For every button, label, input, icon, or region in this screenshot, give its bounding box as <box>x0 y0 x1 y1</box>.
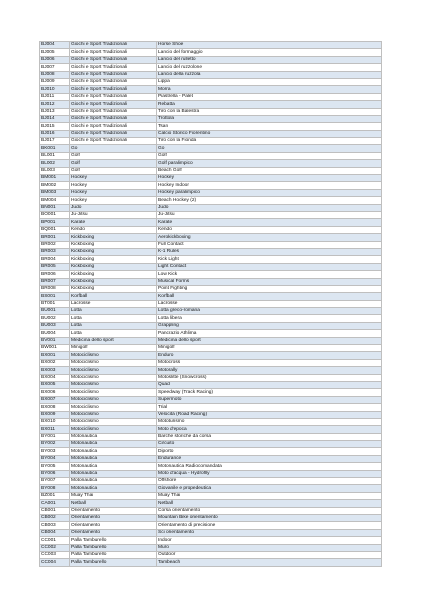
federation-cell: Palla Tamburello <box>70 544 157 551</box>
code-cell: CB001 <box>40 507 70 514</box>
table-row <box>40 359 382 366</box>
code-cell: BX008 <box>40 404 70 411</box>
table-row <box>40 455 382 462</box>
federation-cell: Motociclismo <box>70 404 157 411</box>
code-cell: BO001 <box>40 211 70 218</box>
code-cell: BJ007 <box>40 64 70 71</box>
discipline-cell: Hockey paralimpico <box>157 189 382 196</box>
code-cell: BY006 <box>40 470 70 477</box>
discipline-cell: Grappling <box>157 322 382 329</box>
code-cell: BL002 <box>40 160 70 167</box>
table-row <box>40 115 382 122</box>
federation-cell: Kickboxing <box>70 278 157 285</box>
code-cell: BY001 <box>40 433 70 440</box>
table-row <box>40 522 382 529</box>
discipline-cell: Medicina dello sport <box>157 337 382 344</box>
table-row <box>40 71 382 78</box>
code-cell: BX002 <box>40 359 70 366</box>
code-cell: BL003 <box>40 167 70 174</box>
code-cell: CB003 <box>40 522 70 529</box>
discipline-cell: Light Contact <box>157 263 382 270</box>
table-row <box>40 352 382 359</box>
code-cell: BY003 <box>40 448 70 455</box>
federation-cell: Hockey <box>70 175 157 182</box>
discipline-cell: Kendo <box>157 226 382 233</box>
federation-cell: Giochi e Sport Tradizionali <box>70 86 157 93</box>
table-row <box>40 241 382 248</box>
federation-cell: Orientamento <box>70 515 157 522</box>
table-row <box>40 101 382 108</box>
federation-cell: Motonautica <box>70 448 157 455</box>
discipline-cell: Golf paralimpico <box>157 160 382 167</box>
federation-cell: Kickboxing <box>70 271 157 278</box>
discipline-cell: Go <box>157 145 382 152</box>
federation-cell: Minigolf <box>70 345 157 352</box>
discipline-cell: Motorally <box>157 367 382 374</box>
discipline-cell: Tambeach <box>157 559 382 566</box>
discipline-cell: Lotta greco-romana <box>157 308 382 315</box>
federation-cell: Hockey <box>70 197 157 204</box>
table-row <box>40 529 382 536</box>
table-row <box>40 42 382 49</box>
discipline-cell: Calcio Storico Fiorentino <box>157 130 382 137</box>
discipline-cell: Corsa orientamento <box>157 507 382 514</box>
discipline-cell: Morra <box>157 86 382 93</box>
code-cell: BJ009 <box>40 78 70 85</box>
code-cell: BP001 <box>40 219 70 226</box>
code-cell: BM004 <box>40 197 70 204</box>
sport-codes-table <box>39 41 382 567</box>
code-cell: BJ016 <box>40 130 70 137</box>
discipline-cell: Lancio del ruzzolone <box>157 64 382 71</box>
table-row <box>40 189 382 196</box>
federation-cell: Motonautica <box>70 470 157 477</box>
discipline-cell: Mototurismo <box>157 418 382 425</box>
code-cell: BR007 <box>40 278 70 285</box>
federation-cell: Motonautica <box>70 441 157 448</box>
code-cell: BJ014 <box>40 115 70 122</box>
code-cell: BM002 <box>40 182 70 189</box>
table-row <box>40 86 382 93</box>
table-row <box>40 219 382 226</box>
table-row <box>40 396 382 403</box>
code-cell: BW001 <box>40 345 70 352</box>
discipline-cell: Lotta libera <box>157 315 382 322</box>
discipline-cell: Judo <box>157 204 382 211</box>
code-cell: BJ013 <box>40 108 70 115</box>
table-row <box>40 78 382 85</box>
federation-cell: Golf <box>70 160 157 167</box>
table-row <box>40 197 382 204</box>
federation-cell: Motonautica <box>70 485 157 492</box>
table-row <box>40 167 382 174</box>
code-cell: BM001 <box>40 175 70 182</box>
discipline-cell: Beach Golf <box>157 167 382 174</box>
table-row <box>40 381 382 388</box>
federation-cell: Giochi e Sport Tradizionali <box>70 101 157 108</box>
table-row <box>40 123 382 130</box>
federation-cell: Palla Tamburello <box>70 537 157 544</box>
code-cell: BJ004 <box>40 42 70 49</box>
discipline-cell: Mountain Bike orientamento <box>157 515 382 522</box>
federation-cell: Kickboxing <box>70 248 157 255</box>
code-cell: BT001 <box>40 300 70 307</box>
table-row <box>40 500 382 507</box>
code-cell: BX004 <box>40 374 70 381</box>
code-cell: BJ005 <box>40 49 70 56</box>
federation-cell: Motociclismo <box>70 426 157 433</box>
federation-cell: Giochi e Sport Tradizionali <box>70 138 157 145</box>
table-row <box>40 485 382 492</box>
discipline-cell: Orientamento di precisione <box>157 522 382 529</box>
table-row <box>40 330 382 337</box>
table-row <box>40 108 382 115</box>
discipline-cell: Hockey Indoor <box>157 182 382 189</box>
federation-cell: Hockey <box>70 189 157 196</box>
federation-cell: Giochi e Sport Tradizionali <box>70 49 157 56</box>
code-cell: BJ017 <box>40 138 70 145</box>
federation-cell: Giochi e Sport Tradizionali <box>70 123 157 130</box>
code-cell: BN001 <box>40 204 70 211</box>
discipline-cell: Hockey <box>157 175 382 182</box>
code-cell: BJ010 <box>40 86 70 93</box>
table-row <box>40 248 382 255</box>
federation-cell: Giochi e Sport Tradizionali <box>70 42 157 49</box>
table-row <box>40 152 382 159</box>
code-cell: CC001 <box>40 537 70 544</box>
discipline-cell: Velocità (Road Racing) <box>157 411 382 418</box>
discipline-cell: Tiro con la Balestra <box>157 108 382 115</box>
federation-cell: Kickboxing <box>70 263 157 270</box>
federation-cell: Motonautica <box>70 455 157 462</box>
federation-cell: Kickboxing <box>70 241 157 248</box>
code-cell: BX006 <box>40 389 70 396</box>
table-row <box>40 308 382 315</box>
discipline-cell: Tiro con la Fionda <box>157 138 382 145</box>
federation-cell: Kendo <box>70 226 157 233</box>
code-cell: CC003 <box>40 551 70 558</box>
code-cell: BU001 <box>40 308 70 315</box>
table-row <box>40 537 382 544</box>
federation-cell: Palla Tamburello <box>70 551 157 558</box>
table-row <box>40 345 382 352</box>
discipline-cell: Motonautica Radiocomandata <box>157 463 382 470</box>
table-row <box>40 544 382 551</box>
code-cell: BJ006 <box>40 56 70 63</box>
code-cell: BY005 <box>40 463 70 470</box>
code-cell: BK001 <box>40 145 70 152</box>
table-row <box>40 211 382 218</box>
code-cell: BY004 <box>40 455 70 462</box>
federation-cell: Motociclismo <box>70 352 157 359</box>
federation-cell: Motociclismo <box>70 359 157 366</box>
table-row <box>40 300 382 307</box>
federation-cell: Motociclismo <box>70 389 157 396</box>
code-cell: BR006 <box>40 271 70 278</box>
federation-cell: Hockey <box>70 182 157 189</box>
discipline-cell: Moto d'acqua - Hydroflly <box>157 470 382 477</box>
table-row <box>40 256 382 263</box>
discipline-cell: Lacrosse <box>157 300 382 307</box>
discipline-cell: Circuito <box>157 441 382 448</box>
table-row <box>40 145 382 152</box>
federation-cell: Giochi e Sport Tradizionali <box>70 56 157 63</box>
discipline-cell: Diporto <box>157 448 382 455</box>
table-row <box>40 271 382 278</box>
code-cell: BX011 <box>40 426 70 433</box>
discipline-cell: K-1 Rules <box>157 248 382 255</box>
federation-cell: Motociclismo <box>70 396 157 403</box>
code-cell: BQ001 <box>40 226 70 233</box>
discipline-cell: Speedway (Track Racing) <box>157 389 382 396</box>
code-cell: BX010 <box>40 418 70 425</box>
table-row <box>40 138 382 145</box>
discipline-cell: Sci orientamento <box>157 529 382 536</box>
code-cell: BU003 <box>40 322 70 329</box>
table-row <box>40 263 382 270</box>
discipline-cell: Giovanile e propedeutica <box>157 485 382 492</box>
table-row <box>40 322 382 329</box>
discipline-cell: Muay Thai <box>157 492 382 499</box>
table-row <box>40 426 382 433</box>
code-cell: BZ001 <box>40 492 70 499</box>
code-cell: BR008 <box>40 285 70 292</box>
discipline-cell: Endurance <box>157 455 382 462</box>
discipline-cell: Aerokickboxing <box>157 234 382 241</box>
discipline-cell: Kick Light <box>157 256 382 263</box>
table-row <box>40 64 382 71</box>
federation-cell: Giochi e Sport Tradizionali <box>70 78 157 85</box>
discipline-cell: Lancio della ruzzola <box>157 71 382 78</box>
federation-cell: Motociclismo <box>70 367 157 374</box>
table-row <box>40 374 382 381</box>
federation-cell: Ju-Jitsu <box>70 211 157 218</box>
table-row <box>40 404 382 411</box>
table-row <box>40 130 382 137</box>
table-row <box>40 507 382 514</box>
discipline-cell: Netball <box>157 500 382 507</box>
discipline-cell: Supermoto <box>157 396 382 403</box>
table-row <box>40 559 382 566</box>
table-row <box>40 463 382 470</box>
discipline-cell: Piastrella - Palet <box>157 93 382 100</box>
code-cell: BX009 <box>40 411 70 418</box>
code-cell: BY002 <box>40 441 70 448</box>
federation-cell: Orientamento <box>70 529 157 536</box>
code-cell: BM003 <box>40 189 70 196</box>
discipline-cell: Minigolf <box>157 345 382 352</box>
code-cell: BY008 <box>40 485 70 492</box>
federation-cell: Motociclismo <box>70 374 157 381</box>
code-cell: BR001 <box>40 234 70 241</box>
table-row <box>40 234 382 241</box>
discipline-cell: Motocross <box>157 359 382 366</box>
federation-cell: Palla Tamburello <box>70 559 157 566</box>
federation-cell: Golf <box>70 167 157 174</box>
discipline-cell: Low Kick <box>157 271 382 278</box>
table-row <box>40 182 382 189</box>
table-row <box>40 93 382 100</box>
table-row <box>40 411 382 418</box>
discipline-cell: Point Fighting <box>157 285 382 292</box>
code-cell: BJ015 <box>40 123 70 130</box>
discipline-cell: Ju-Jitsu <box>157 211 382 218</box>
code-cell: BJ012 <box>40 101 70 108</box>
federation-cell: Orientamento <box>70 522 157 529</box>
discipline-cell: Beach Hockey (2) <box>157 197 382 204</box>
federation-cell: Kickboxing <box>70 256 157 263</box>
discipline-cell: Enduro <box>157 352 382 359</box>
discipline-cell: Musical Forms <box>157 278 382 285</box>
code-cell: BR005 <box>40 263 70 270</box>
federation-cell: Giochi e Sport Tradizionali <box>70 115 157 122</box>
federation-cell: Giochi e Sport Tradizionali <box>70 108 157 115</box>
discipline-cell: Lippa <box>157 78 382 85</box>
table-row <box>40 204 382 211</box>
discipline-cell: Muro <box>157 544 382 551</box>
code-cell: BR003 <box>40 248 70 255</box>
code-cell: BJ008 <box>40 71 70 78</box>
table-row <box>40 285 382 292</box>
federation-cell: Judo <box>70 204 157 211</box>
federation-cell: Korfball <box>70 293 157 300</box>
discipline-cell: Indoor <box>157 537 382 544</box>
table-row <box>40 175 382 182</box>
code-cell: BX005 <box>40 381 70 388</box>
discipline-cell: Lancio del rulletto <box>157 56 382 63</box>
discipline-cell: Quad <box>157 381 382 388</box>
discipline-cell: Rebatta <box>157 101 382 108</box>
federation-cell: Lotta <box>70 308 157 315</box>
federation-cell: Motonautica <box>70 478 157 485</box>
federation-cell: Go <box>70 145 157 152</box>
code-cell: BV001 <box>40 337 70 344</box>
federation-cell: Giochi e Sport Tradizionali <box>70 130 157 137</box>
federation-cell: Giochi e Sport Tradizionali <box>70 64 157 71</box>
discipline-cell: Pancrazio Athlima <box>157 330 382 337</box>
table-row <box>40 278 382 285</box>
discipline-cell: Motoslitte (Snowcross) <box>157 374 382 381</box>
code-cell: BL001 <box>40 152 70 159</box>
code-cell: BR004 <box>40 256 70 263</box>
code-cell: CB002 <box>40 515 70 522</box>
federation-cell: Lotta <box>70 315 157 322</box>
table-row <box>40 293 382 300</box>
table-row <box>40 441 382 448</box>
federation-cell: Motociclismo <box>70 411 157 418</box>
code-cell: BJ011 <box>40 93 70 100</box>
code-cell: CA001 <box>40 500 70 507</box>
discipline-cell: Horse Shoe <box>157 42 382 49</box>
code-cell: CC004 <box>40 559 70 566</box>
table-row <box>40 515 382 522</box>
table-row <box>40 492 382 499</box>
federation-cell: Lotta <box>70 322 157 329</box>
table-row <box>40 389 382 396</box>
federation-cell: Giochi e Sport Tradizionali <box>70 71 157 78</box>
table-row <box>40 448 382 455</box>
federation-cell: Orientamento <box>70 507 157 514</box>
table-row <box>40 433 382 440</box>
discipline-cell: Tsan <box>157 123 382 130</box>
code-cell: CB004 <box>40 529 70 536</box>
code-cell: BS001 <box>40 293 70 300</box>
table-row <box>40 160 382 167</box>
code-cell: BU002 <box>40 315 70 322</box>
federation-cell: Muay Thai <box>70 492 157 499</box>
federation-cell: Netball <box>70 500 157 507</box>
table-row <box>40 478 382 485</box>
table-body <box>40 42 382 567</box>
discipline-cell: Golf <box>157 152 382 159</box>
federation-cell: Karate <box>70 219 157 226</box>
table-row <box>40 418 382 425</box>
federation-cell: Motociclismo <box>70 381 157 388</box>
code-cell: BX001 <box>40 352 70 359</box>
discipline-cell: Trottola <box>157 115 382 122</box>
federation-cell: Kickboxing <box>70 285 157 292</box>
federation-cell: Golf <box>70 152 157 159</box>
discipline-cell: Korfball <box>157 293 382 300</box>
discipline-cell: Karate <box>157 219 382 226</box>
code-cell: BX003 <box>40 367 70 374</box>
table-row <box>40 315 382 322</box>
code-cell: BU004 <box>40 330 70 337</box>
federation-cell: Lacrosse <box>70 300 157 307</box>
code-cell: BX007 <box>40 396 70 403</box>
table-row <box>40 226 382 233</box>
federation-cell: Lotta <box>70 330 157 337</box>
table-row <box>40 551 382 558</box>
discipline-cell: Lancio del formaggio <box>157 49 382 56</box>
federation-cell: Motociclismo <box>70 418 157 425</box>
federation-cell: Medicina dello sport <box>70 337 157 344</box>
table-row <box>40 470 382 477</box>
discipline-cell: Offshore <box>157 478 382 485</box>
discipline-cell: Barche storiche da corsa <box>157 433 382 440</box>
federation-cell: Motonautica <box>70 463 157 470</box>
code-cell: BR002 <box>40 241 70 248</box>
table-row <box>40 367 382 374</box>
discipline-cell: Full Contact <box>157 241 382 248</box>
federation-cell: Kickboxing <box>70 234 157 241</box>
table-row <box>40 49 382 56</box>
code-cell: BY007 <box>40 478 70 485</box>
table-row <box>40 337 382 344</box>
federation-cell: Motonautica <box>70 433 157 440</box>
federation-cell: Giochi e Sport Tradizionali <box>70 93 157 100</box>
table-row <box>40 56 382 63</box>
discipline-cell: Trial <box>157 404 382 411</box>
code-cell: CC002 <box>40 544 70 551</box>
discipline-cell: Moto d'epoca <box>157 426 382 433</box>
discipline-cell: Outdoor <box>157 551 382 558</box>
